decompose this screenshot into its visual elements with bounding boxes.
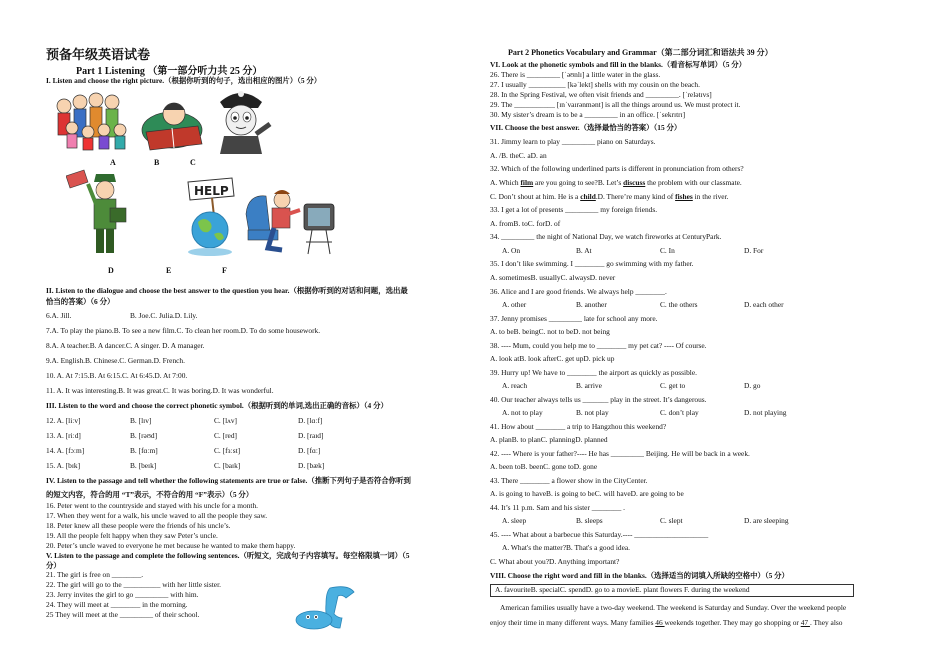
part1-title: Part 1 Listening （第一部分听力共 25 分） bbox=[76, 66, 263, 77]
exam-title: 预备年级英语试卷 bbox=[46, 48, 151, 63]
phonetic-fill-item: 27. I usually __________ [kəˈlekt] shells with my cousin on the beach. bbox=[490, 80, 700, 89]
pic-label-d: D bbox=[108, 266, 114, 275]
pic-label-c: C bbox=[190, 158, 196, 167]
q39-stem: 39. Hurry up! We have to ________ the airport as quickly as possible. bbox=[490, 368, 697, 377]
q41-stem: 41. How about ________ a trip to Hangzhou this weekend? bbox=[490, 422, 667, 431]
pic-label-a: A bbox=[110, 158, 116, 167]
q33-stem: 33. I get a lot of presents _________ my foreign friends. bbox=[490, 205, 658, 214]
q45-options-ab: A. What's the matter?B. That's a good idea. bbox=[502, 543, 630, 552]
fill-item: 24. They will meet at ________ in the morning. bbox=[46, 600, 188, 609]
q44-options: A. sleep B. sleeps C. slept D. are sleeping bbox=[502, 516, 789, 525]
q8-options: 8.A. A teacher.B. A dancer.C. A singer. D. A manager. bbox=[46, 341, 205, 350]
q7-options: 7.A. To play the piano.B. To see a new film.C. To clean her room.D. To do some housework. bbox=[46, 326, 321, 335]
q41-options: A. planB. to planC. planningD. planned bbox=[490, 435, 608, 444]
earth-help-picture bbox=[174, 176, 244, 258]
sec2-heading-2: 恰当的答案）（6 分） bbox=[46, 297, 115, 306]
tf-item: 17. When they went for a walk, his uncle waved to all the people they saw. bbox=[46, 511, 268, 520]
tf-item: 18. Peter knew all these people were the friends of his uncle’s. bbox=[46, 521, 231, 530]
phonetic-row: 13. A. [riːd] B. [rəʊd] C. [red] D. [raɪd] bbox=[46, 431, 324, 440]
q32-options-ab: A. Which film are you going to see?B. Let’s discuss the problem with our classmate. bbox=[490, 178, 742, 187]
reading-boy-picture bbox=[136, 92, 206, 154]
fill-item: 22. The girl will go to the __________ with her little sister. bbox=[46, 580, 221, 589]
q33-options: A. fromB. toC. forD. of bbox=[490, 219, 561, 228]
sec4-heading-2: 的短文内容，符合的用 “T”表示，不符合的用 “F”表示）（5 分） bbox=[46, 490, 254, 499]
q10-options: 10. A. At 7:15.B. At 6:15.C. At 6:45.D. At 7:00. bbox=[46, 371, 188, 380]
word-bank-box: A. favouriteB. specialC. spendD. go to a movieE. plant flowers F. during the weekend bbox=[490, 584, 854, 597]
q37-options: A. to beB. beingC. not to beD. not being bbox=[490, 327, 610, 336]
q38-options: A. look atB. look afterC. get upD. pick up bbox=[490, 354, 615, 363]
q34-options: A. On B. At C. In D. For bbox=[502, 246, 764, 255]
q34-stem: 34. _________ the night of National Day, we watch fireworks at CenturyPark. bbox=[490, 232, 722, 241]
tf-item: 20. Peter’s uncle waved to everyone he met because he wanted to make them happy. bbox=[46, 541, 296, 550]
q36-options: A. other B. another C. the others D. each other bbox=[502, 300, 784, 309]
passage-line-2: enjoy their time in many different ways. Many families 46 weekends together. They may go shopping or 47 . They also bbox=[490, 618, 843, 627]
q43-options: A. is going to haveB. is going to beC. will haveD. are going to be bbox=[490, 489, 684, 498]
sec5-heading-2: 分） bbox=[46, 561, 61, 570]
q32-options-cd: C. Don’t shout at him. He is a child.D. There’re many kind of fishes in the river. bbox=[490, 192, 729, 201]
fill-item: 25 They will meet at the _________ of their school. bbox=[46, 610, 200, 619]
q40-options: A. not to play B. not play C. don’t play D. not playing bbox=[502, 408, 787, 417]
blank-46: 46 bbox=[655, 618, 665, 627]
sec5-heading-1: V. Listen to the passage and complete the following sentences.（听短文，完成句子内容填写。每空格限填一词）（5 bbox=[46, 551, 410, 560]
q36-stem: 36. Alice and I are good friends. We always help ________. bbox=[490, 287, 667, 296]
postman-picture bbox=[66, 168, 136, 258]
part2-title: Part 2 Phonetics Vocabulary and Grammar（第二部分词汇和语法共 39 分） bbox=[508, 48, 773, 57]
tf-item: 19. All the people felt happy when they saw Peter’s uncle. bbox=[46, 531, 218, 540]
q35-stem: 35. I don’t like swimming. I ________ go swimming with my father. bbox=[490, 259, 694, 268]
q45-stem: 45. ---- What about a barbecue this Saturday.---- ____________________ bbox=[490, 530, 709, 539]
passage-line-1: American families usually have a two-day weekend. The weekend is Saturday and Sunday. Over the weekend people bbox=[500, 603, 847, 612]
phonetic-fill-item: 30. My sister’s dream is to be a _________ in an office. [ˈsekrɪtrɪ] bbox=[490, 110, 686, 119]
q44-stem: 44. It’s 11 p.m. Sam and his sister ________ . bbox=[490, 503, 626, 512]
sec3-heading: III. Listen to the word and choose the correct phonetic symbol.（根据听到的单词,选出正确的音标）（4 分） bbox=[46, 401, 388, 410]
family-picture bbox=[54, 88, 130, 152]
q32-stem: 32. Which of the following underlined parts is different in pronunciation from others? bbox=[490, 164, 744, 173]
q43-stem: 43. There ________ a flower show in the CityCenter. bbox=[490, 476, 648, 485]
sec2-heading-1: II. Listen to the dialogue and choose the best answer to the question you hear.（根据你听到的对话和问题，选出最 bbox=[46, 286, 408, 295]
sec6-heading: VI. Look at the phonetic symbols and fill in the blanks.（看音标写单词）（5 分） bbox=[490, 60, 747, 69]
phonetic-fill-item: 28. In the Spring Festival, we often visit friends and _________. [ˈrelətɪvs] bbox=[490, 90, 712, 99]
q35-options: A. sometimesB. usuallyC. alwaysD. never bbox=[490, 273, 616, 282]
q11-options: 11. A. It was interesting.B. It was great.C. It was boring.D. It was wonderful. bbox=[46, 386, 274, 395]
phonetic-row: 15. A. [bɪk] B. [beɪk] C. [baɪk] D. [bæk] bbox=[46, 461, 325, 470]
phonetic-row: 12. A. [liːv] B. [lɪv] C. [lʌv] D. [lɑːf] bbox=[46, 416, 323, 425]
fill-item: 21. The girl is free on ________. bbox=[46, 570, 144, 579]
phonetic-fill-item: 29. The ___________ [ɪnˈvaɪrənmənt] is all the things around us. We must protect it. bbox=[490, 100, 741, 109]
q9-options: 9.A. English.B. Chinese.C. German.D. French. bbox=[46, 356, 185, 365]
pic-label-f: F bbox=[222, 266, 227, 275]
sec4-heading-1: IV. Listen to the passage and tell whether the following statements are true or false.（推断下列句子是否符合你听到 bbox=[46, 476, 411, 485]
telephone-icon bbox=[292, 584, 362, 632]
q6-options: B. Joe.C. Julia.D. Lily. bbox=[130, 311, 198, 320]
sec7-heading: VII. Choose the best answer.（选择最恰当的答案）（15 分） bbox=[490, 123, 682, 132]
police-officer-picture bbox=[206, 84, 276, 154]
sec1-heading: I. Listen and choose the right picture.（根据你听到的句子，选出相应的图片）（5 分） bbox=[46, 76, 322, 85]
q42-options: A. been toB. beenC. gone toD. gone bbox=[490, 462, 598, 471]
q6-option-a: 6.A. Jill. bbox=[46, 311, 72, 320]
help-sign-text: HELP bbox=[194, 184, 229, 198]
q45-options-cd: C. What about you?D. Anything important? bbox=[490, 557, 620, 566]
fill-item: 23. Jerry invites the girl to go _________ with him. bbox=[46, 590, 199, 599]
q31-stem: 31. Jimmy learn to play _________ piano on Saturdays. bbox=[490, 137, 656, 146]
sec8-heading: VIII. Choose the right word and fill in the blanks.（选择适当的词填入所缺的空格中）（5 分） bbox=[490, 571, 789, 580]
q40-stem: 40. Our teacher always tells us _______ play in the street. It’s dangerous. bbox=[490, 395, 707, 404]
q38-stem: 38. ---- Mum, could you help me to ________ my pet cat? ---- Of course. bbox=[490, 341, 707, 350]
phonetic-row: 14. A. [fɔːm] B. [fɑːm] C. [fɜːst] D. [fɑː] bbox=[46, 446, 321, 455]
watching-tv-picture bbox=[242, 184, 338, 260]
tf-item: 16. Peter went to the countryside and stayed with his uncle for a month. bbox=[46, 501, 259, 510]
pic-label-e: E bbox=[166, 266, 172, 275]
q42-stem: 42. ---- Where is your father?---- He has _________ Beijing. He will be back in a week. bbox=[490, 449, 750, 458]
q31-options: A. /B. theC. aD. an bbox=[490, 151, 547, 160]
pic-label-b: B bbox=[154, 158, 160, 167]
q39-options: A. reach B. arrive C. get to D. go bbox=[502, 381, 761, 390]
q37-stem: 37. Jenny promises _________ late for school any more. bbox=[490, 314, 658, 323]
blank-47: 47 bbox=[800, 618, 810, 627]
phonetic-fill-item: 26. There is _________ [ˈəʊnlɪ] a little water in the glass. bbox=[490, 70, 661, 79]
